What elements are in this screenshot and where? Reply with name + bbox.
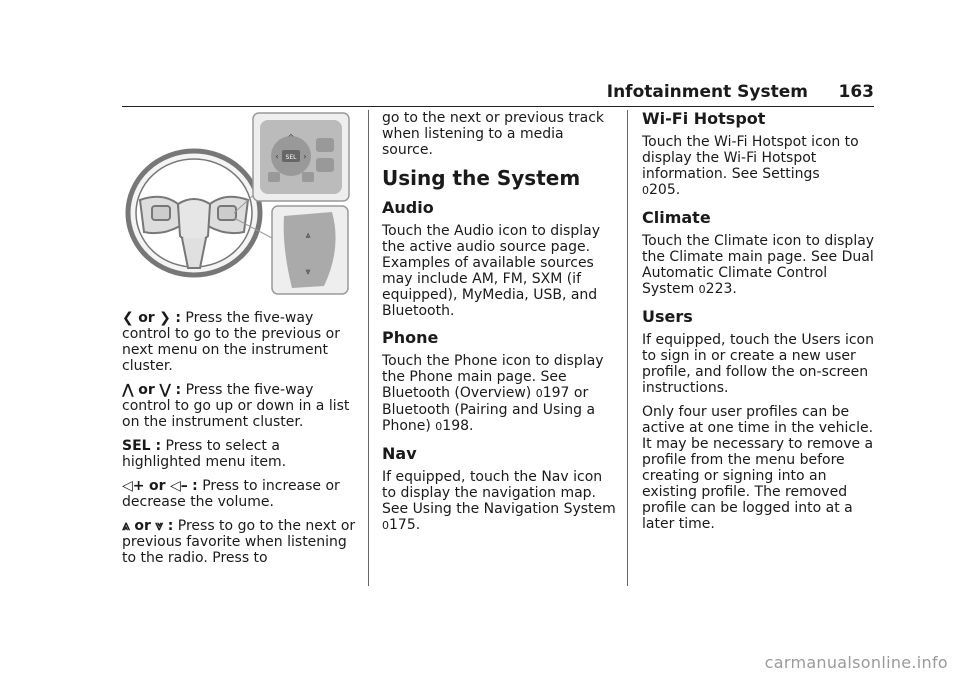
section-title: Infotainment System xyxy=(606,82,808,102)
separator: : xyxy=(175,310,181,326)
page-ref-link[interactable]: 175 xyxy=(389,517,416,533)
users-text-1: If equipped, touch the Users icon to sign in or create a new user profile, and follow the on-screen instructions. xyxy=(642,332,874,396)
separator: : xyxy=(167,518,174,534)
nav-heading: Nav xyxy=(382,444,417,463)
right-arrow-icon: ❯ xyxy=(159,310,171,326)
column-divider xyxy=(627,110,628,586)
item-text: Press to select a highlighted menu item. xyxy=(122,438,287,470)
column-middle xyxy=(382,110,617,542)
page-number: 163 xyxy=(838,82,874,102)
up-arrow-icon: ⋀ xyxy=(122,382,134,398)
page-ref-icon: 0 xyxy=(698,283,706,296)
or-label: or xyxy=(148,478,166,494)
page-ref-link[interactable]: 197 xyxy=(542,385,570,401)
column-divider xyxy=(368,110,369,586)
svg-text:⩓: ⩓ xyxy=(305,231,311,241)
wifi-text: Touch the Wi-Fi Hotspot icon to display the Wi-Fi Hotspot information. See Settings 0205. xyxy=(642,134,859,198)
page-ref-icon: 0 xyxy=(435,420,443,433)
left-arrow-icon: ❮ xyxy=(122,310,134,326)
control-item-favorite xyxy=(122,518,357,566)
or-label: or xyxy=(138,310,155,326)
page-header xyxy=(122,80,874,107)
down-arrow-icon: ⋁ xyxy=(159,382,172,398)
wifi-heading: Wi-Fi Hotspot xyxy=(642,109,766,128)
page-ref-icon: 0 xyxy=(535,387,543,400)
item-text: Press to increase or decrease the volume. xyxy=(122,478,340,510)
favorite-switch-inset xyxy=(272,206,348,294)
continued-text: go to the next or previous track when listening to a media source. xyxy=(382,110,605,158)
svg-text:SEL: SEL xyxy=(285,154,297,161)
separator: : xyxy=(192,478,198,494)
control-item-volume xyxy=(122,478,357,510)
page-ref-link[interactable]: 223 xyxy=(705,281,733,297)
steering-wheel-controls-figure xyxy=(122,108,352,298)
users-heading: Users xyxy=(642,307,693,326)
climate-text: Touch the Climate icon to display the Climate main page. See Dual Automatic Climate Control System 0223. xyxy=(642,233,875,297)
favorite-next-icon: ⩓ xyxy=(122,518,130,534)
users-text-2: Only four user profiles can be active at one time in the vehicle. It may be necessary to remove a profile from the menu before creating or signing into an existing profile. The removed profile can be logged into at a later time. xyxy=(642,404,874,532)
item-text: Press to go to the next or previous favorite when listening to the radio. Press to xyxy=(122,518,356,566)
audio-heading: Audio xyxy=(382,198,434,217)
page-ref-link[interactable]: 198 xyxy=(442,418,470,434)
climate-heading: Climate xyxy=(642,208,711,227)
page-ref-link[interactable]: 205 xyxy=(649,182,676,198)
phone-heading: Phone xyxy=(382,328,439,347)
column-right xyxy=(642,108,877,540)
page-ref-icon: 0 xyxy=(642,184,649,197)
page-ref-icon: 0 xyxy=(382,519,389,532)
svg-text:⩔: ⩔ xyxy=(305,267,311,277)
steering-wheel-illustration xyxy=(128,151,272,275)
sel-label: SEL : xyxy=(122,438,162,454)
control-item-left-right xyxy=(122,310,357,374)
volume-down-icon: ◁– xyxy=(169,478,188,494)
column-left xyxy=(122,108,357,574)
section-heading: Using the System xyxy=(382,166,581,190)
or-label: or xyxy=(138,382,155,398)
separator: : xyxy=(175,382,182,398)
five-way-control-inset xyxy=(253,113,349,201)
phone-text: Touch the Phone icon to display the Phone main page. See Bluetooth (Overview) 0197 or Bluetooth (Pairing and Using a Phone) 0198. xyxy=(382,353,604,434)
item-text: Press the five-way control to go to the previous or next menu on the instrument cluster. xyxy=(122,310,340,374)
audio-text: Touch the Audio icon to display the active audio source page. Examples of available sources may include AM, FM, SXM (if equipped), MyMedia, USB, and Bluetooth. xyxy=(382,223,600,319)
control-item-sel xyxy=(122,438,357,470)
volume-up-icon: ◁+ xyxy=(122,478,145,494)
nav-text: If equipped, touch the Nav icon to display the navigation map. See Using the Navigation System 0175. xyxy=(382,469,616,533)
svg-text:‹: ‹ xyxy=(275,152,279,161)
control-item-up-down xyxy=(122,382,357,430)
svg-text:^: ^ xyxy=(287,133,295,142)
favorite-previous-icon: ⩔ xyxy=(155,518,164,534)
item-text: Press the five-way control to go up or down in a list on the instrument cluster. xyxy=(122,382,350,430)
svg-text:›: › xyxy=(303,152,307,161)
watermark-footer: carmanualsonline.info xyxy=(764,653,948,672)
or-label: or xyxy=(134,518,151,534)
